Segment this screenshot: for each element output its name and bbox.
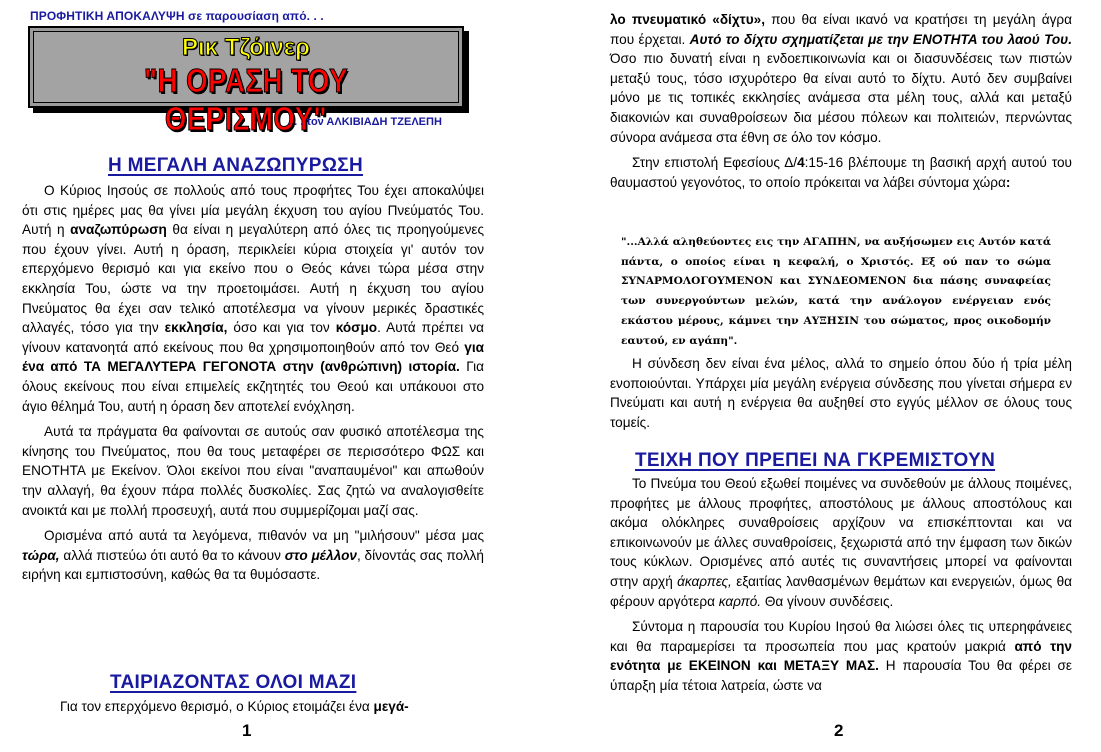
right-page	[560, 0, 1101, 752]
paragraph: Σύντομα η παρουσία του Κυρίου Ιησού θα λιώσει όλες τις υπερηφάνειες και θα παραμερίσει τα προσωπεία που μας κρατούν μακριά από την ενότητα με ΕΚΕΙΝΟΝ και ΜΕΤΑΞΥ ΜΑΣ. Η παρουσία Του θα φέρει σε ύπαρξη μία τέτοια λατρεία, ώστε να	[610, 619, 1072, 693]
left-body-2	[22, 697, 484, 717]
scripture-quote: "...Αλλά αληθεύοντες εις την ΑΓΑΠΗΝ, να αυξήσωμεν εις Αυτόν κατά πάντα, ο οποίος είναι η κεφαλή, ο Χριστός. Εξ ού παν το σώμα ΣΥΝΑΡΜΟΛΟΓΟΥΜΕΝΟΝ και ΣΥΝΔΕΟΜΕΝΟΝ δια πάσης συναφείας των συνεργούντων μελών, κατά την ανάλογον ενέργειαν ενός εκάστου μέρους, κάμνει την ΑΥΞΗΣΙΝ του σώματος, προς οικοδομήν εαυτού, εν αγάπη".	[621, 236, 1051, 347]
book-title: "Η ΟΡΑΣΗ ΤΟΥ ΘΕΡΙΣΜΟΥ"	[144, 62, 348, 137]
paragraph: Για τον επερχόμενο θερισμό, ο Κύριος ετοιμάζει ένα μεγά-	[60, 699, 409, 714]
paragraph: Το Πνεύμα του Θεού εξωθεί ποιμένες να συνδεθούν με άλλους ποιμένες, προφήτες με άλλους προφήτες, αποστόλους με άλλους αποστόλους και ακόμα ολόκληρες συναθροίσεις αρχίζουν να επισκέπτονται και να επικοινωνούν με άλλες συναθροίσεις, ξεχωριστά από την έμφαση των δικών τους κύκλων. Ορισμένες από αυτές τις συναντήσεις μπορεί να φαίνονται στην αρχή άκαρπες, εξαιτίας λανθασμένων θεμάτων και ενεργειών, όμως θα φέρουν αργότερα καρπό. Θα γίνουν συνδέσεις.	[610, 476, 1072, 609]
translator-credit: . . . τον ΑΛΚΙΒΙΑΔΗ ΤΖΕΛΕΠΗ	[288, 116, 442, 128]
page-number: 1	[242, 721, 252, 740]
heading-great-revival: Η ΜΕΓΑΛΗ ΑΝΑΖΩΠΥΡΩΣΗ	[108, 155, 363, 176]
paragraph: Αυτά τα πράγματα θα φαίνονται σε αυτούς σαν φυσικό αποτέλεσμα της κίνησης του Πνεύματος, που θα τους μεταφέρει σε περισσότερο ΦΩΣ και ΕΝΟΤΗΤΑ με Εκείνον. Όλοι εκείνοι που είναι "αναπαυμένοι" και απωθούν την αλλαγή, θα έχουν πάρα πολλές δυσκολίες. Σας ζητώ να αναλογισθείτε ανοικτά και με πολλή προσευχή, αυτά που συμμερίζομαι μαζί σας.	[22, 424, 484, 518]
page-number: 2	[834, 721, 844, 740]
book-author: Ρικ Τζόινερ	[181, 34, 310, 61]
right-body-2	[610, 354, 1072, 432]
heading-fitting-together: ΤΑΙΡΙΑΖΟΝΤΑΣ ΟΛΟΙ ΜΑΖΙ	[110, 672, 357, 693]
heading-walls: ΤΕΙΧΗ ΠΟΥ ΠΡΕΠΕΙ ΝΑ ΓΚΡΕΜΙΣΤΟΥΝ	[635, 450, 996, 471]
left-body-1	[22, 181, 484, 585]
paragraph: Ορισμένα από αυτά τα λεγόμενα, πιθανόν να μη "μιλήσουν" μέσα μας τώρα, αλλά πιστεύω ότι αυτό θα το κάνουν στο μέλλον, δίνοντάς σας πολλή ειρήνη και εμπιστοσύνη, καθώς θα τα θυμόσαστε.	[22, 528, 484, 583]
paragraph: λο πνευματικό «δίχτυ», που θα είναι ικανό να κρατήσει τη μεγάλη άγρα που έρχεται. Αυτό το δίχτυ σχηματίζεται με την ΕΝΟΤΗΤΑ του λαού Του. Όσο πιο δυνατή είναι η ενδοεπικοινωνία και οι διασυνδέσεις των πιστών μεταξύ τους, τόσο ισχυρότερο θα είναι αυτό το δίχτυ. Αυτό δεν συμβαίνει μόνο με τις τοπικές εκκλησίες ανάμεσα στα μέλη τους, αλλά και μεταξύ διακονιών και συναθροίσεων δια μέσου πόλεων και πολιτειών, περνώντας σύνορα ανάμεσα στα έθνη σε όλο τον κόσμο.	[610, 12, 1072, 145]
left-page	[0, 0, 540, 752]
paragraph: Η σύνδεση δεν είναι ένα μέλος, αλλά το σημείο όπου δύο ή τρία μέλη ενοποιούνται. Υπάρχει μία μεγάλη ενέργεια σύνδεσης που γίνεται σήμερα εν Πνεύματι και αυτή η ενέργεια θα αυξηθεί στο εγγύς μέλλον σε όλους τους τομείς.	[610, 356, 1072, 430]
series-label: ΠΡΟΦΗΤΙΚΗ ΑΠΟΚΑΛΥΨΗ σε παρουσίαση από. . .	[30, 9, 324, 23]
paragraph: Ο Κύριος Ιησούς σε πολλούς από τους προφήτες Του έχει αποκαλύψει ότι στις ημέρες μας θα γίνει μία μεγάλη έκχυση του αγίου Πνεύματός Του. Αυτή η αναζωπύρωση θα είναι η μεγαλύτερη από όλες τις προηγούμενες που έχουν γίνει. Αυτή η όραση, περικλείει κύρια στοιχεία γι' αυτόν τον επερχόμενο θερισμό και για εκείνο που ο Θεός κάνει τώρα μέσα στην εκκλησία Του, ώστε να την προετοιμάσει. Αυτή η έκχυση του αγίου Πνεύματος θα έχει σαν τελικό αποτέλεσμα να γίνουν μερικές δραστικές αλλαγές, τόσο για την εκκλησία, όσο και για τον κόσμο. Αυτά πρέπει να γίνουν κατανοητά από εκείνους που θα χρησιμοποιηθούν από τον Θεό για ένα από ΤΑ ΜΕΓΑΛΥΤΕΡΑ ΓΕΓΟΝΟΤΑ στην (ανθρώπινη) ιστορία. Για όλους εκείνους που είναι επιμελείς εκζητητές του Θεού και υπάκουοι στο άγιο θέλημά Του, αυτή η όραση δεν αποτελεί ενόχληση.	[22, 183, 485, 414]
right-body-3	[610, 474, 1072, 696]
paragraph: Στην επιστολή Εφεσίους Δ/4:15-16 βλέπουμε τη βασική αρχή αυτού του θαυμαστού γεγονότος, το οποίο πρόκειται να λάβει σύντομα χώρα:	[610, 155, 1072, 190]
right-body-1	[610, 10, 1072, 192]
